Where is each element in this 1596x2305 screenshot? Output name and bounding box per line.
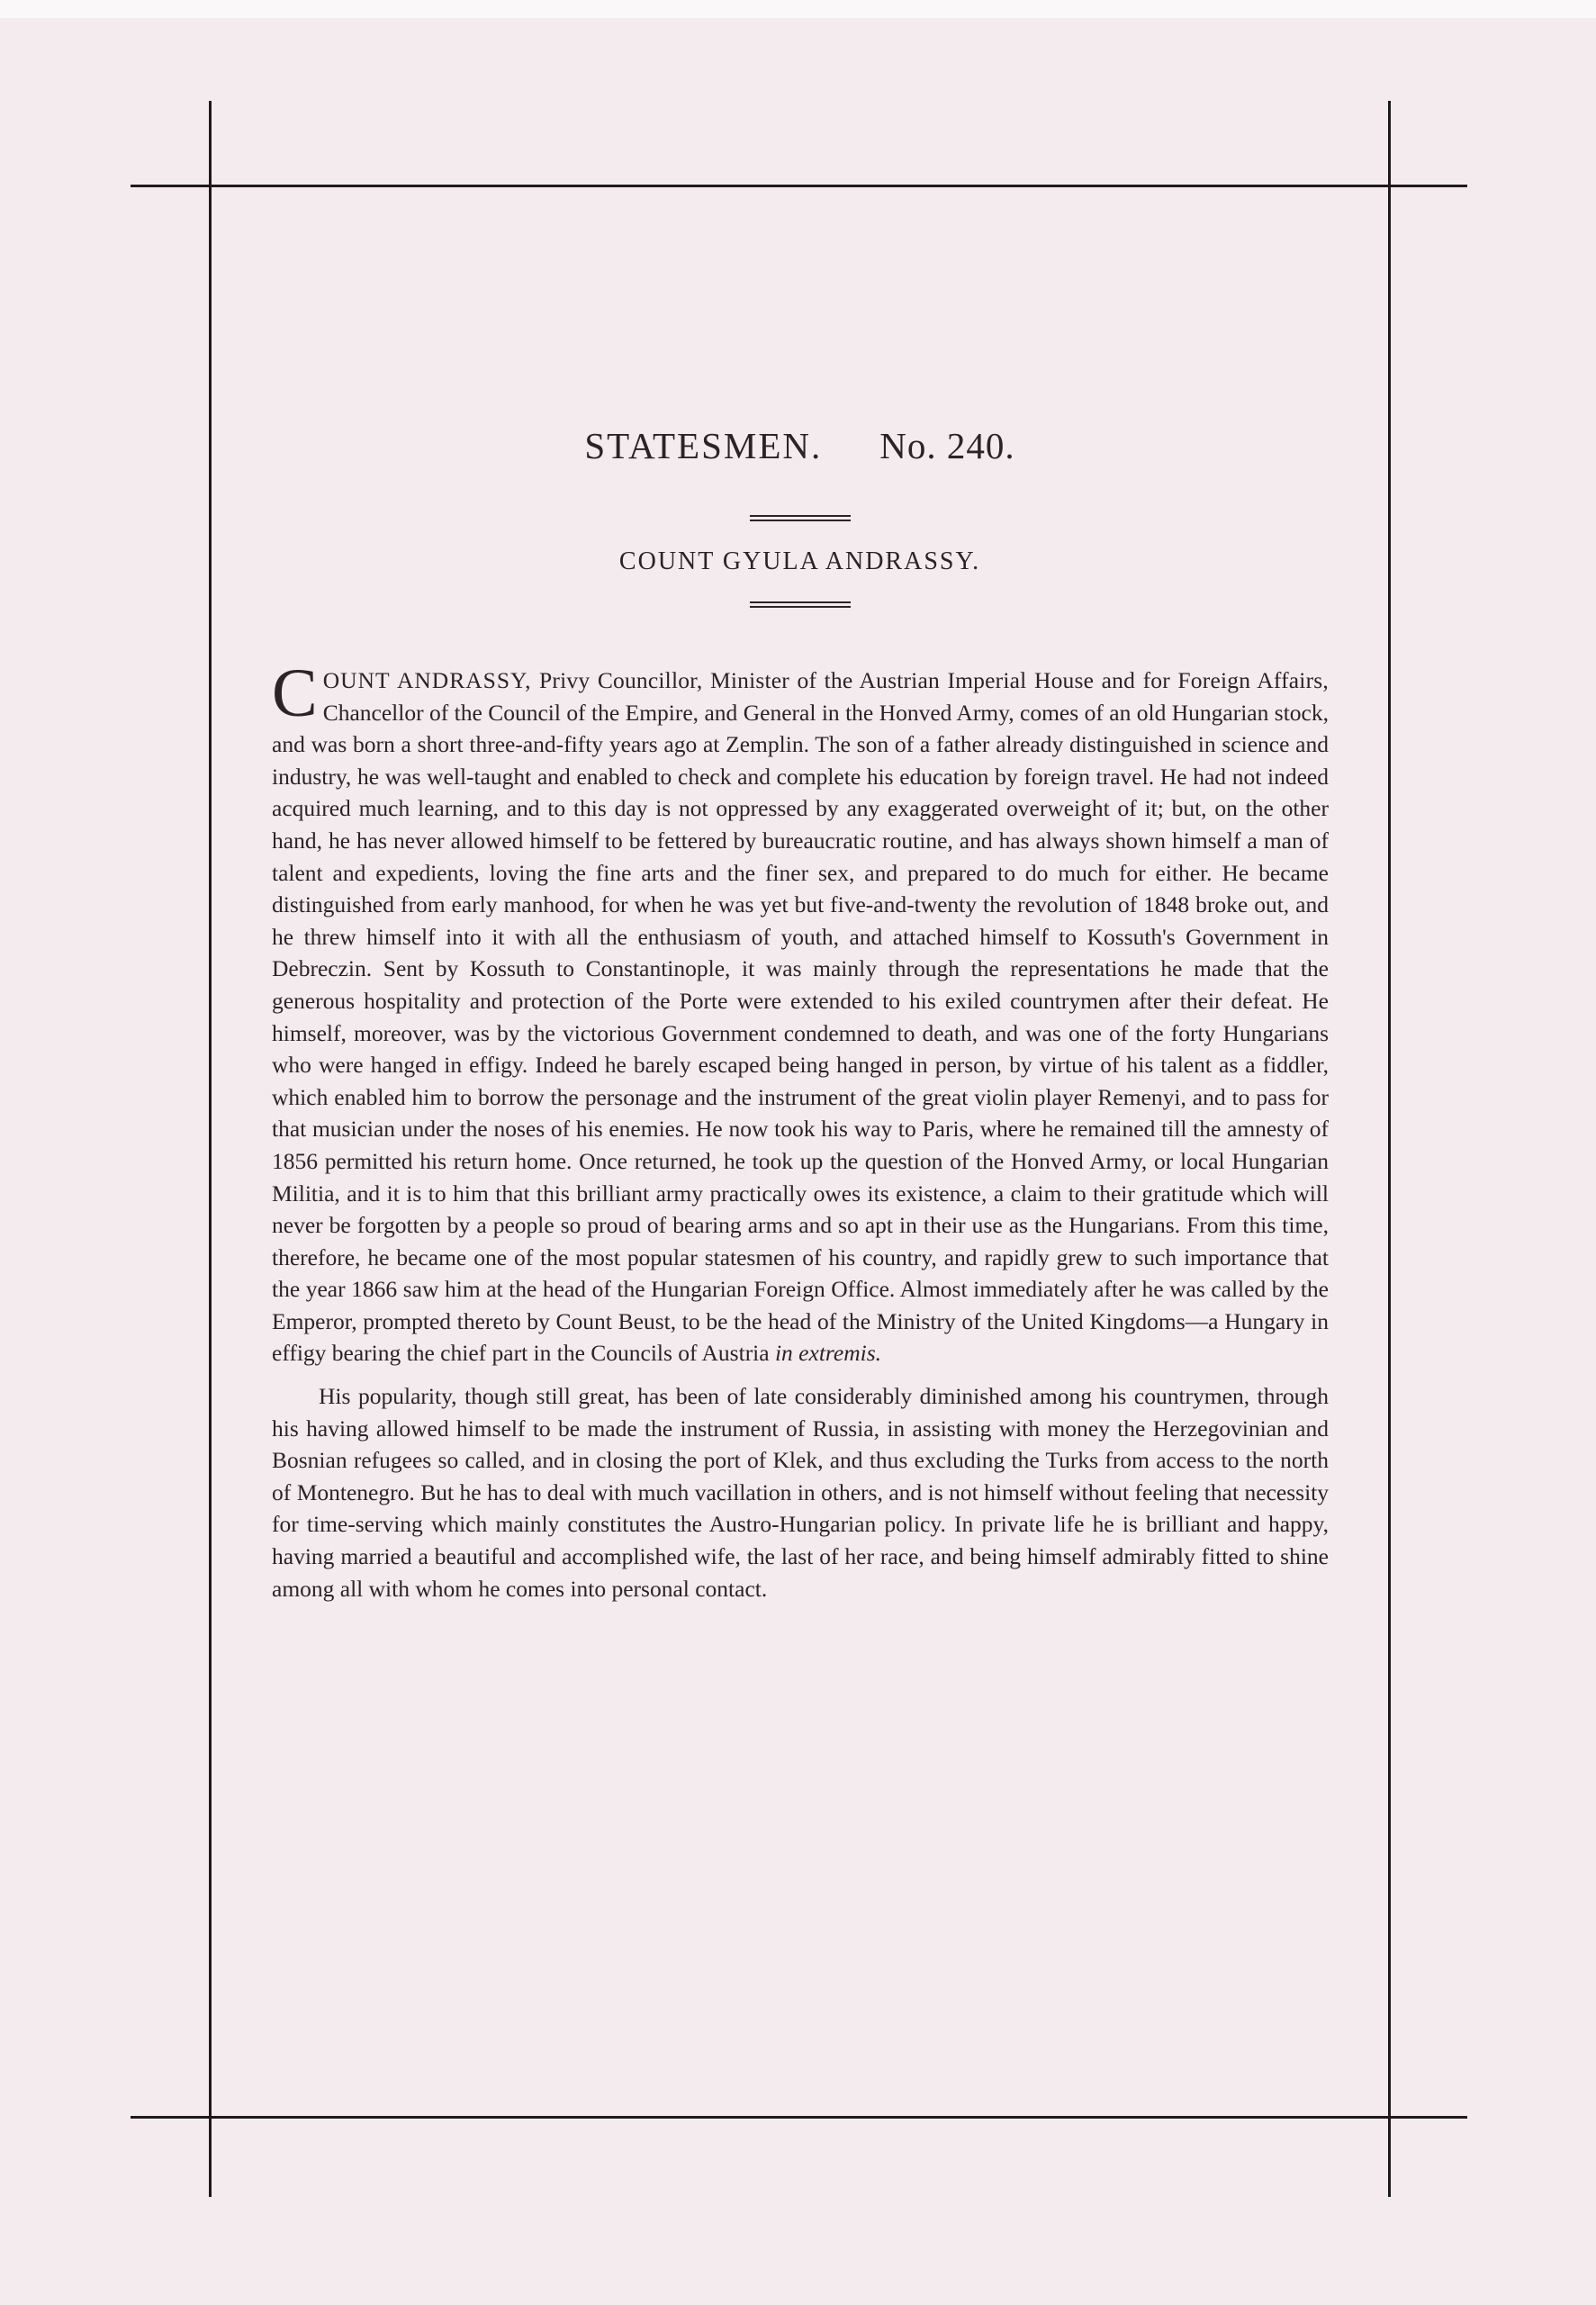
paragraph-1 (272, 655, 1329, 1369)
page-header (212, 423, 1388, 608)
double-rule-upper (750, 515, 851, 521)
scan-edge (0, 0, 1596, 18)
double-rule-lower (750, 601, 851, 608)
page-title (212, 423, 1388, 468)
bottom-border-rule (131, 2116, 1467, 2119)
series-title: STATESMEN. (584, 425, 823, 466)
article-subtitle: COUNT GYULA ANDRASSY. (618, 547, 981, 575)
left-border-rule (209, 101, 212, 2197)
top-border-rule (131, 185, 1467, 187)
article-body (272, 655, 1329, 1604)
issue-number: No. 240. (879, 425, 1015, 466)
italic-phrase: in extremis. (774, 1340, 881, 1367)
paragraph-1-text: Privy Councillor, Minister of the Austrian Imperial House and for Foreign Affairs, Chancellor of the Council of the Empire, and General in the Honved Army, comes of an old Hungarian stock, and was born a short three-and-fifty years ago at Zemplin. The son of a father already distinguished in science and industry, he was well-taught and enabled to check and complete his education by foreign travel. He had not indeed acquired much learning, and to this day is not oppressed by any exaggerated overweight of it; but, on the other hand, he has never allowed himself to be fettered by bureaucratic routine, and has always shown himself a man of talent and expedients, loving the fine arts and the finer sex, and prepared to do much for either. He became distinguished from early manhood, for when he was yet but five-and-twenty the revolution of 1848 broke out, and he threw himself into it with all the enthusiasm of youth, and attached himself to Kossuth's Government in Debreczin. Sent by Kossuth to Constantinople, it was mainly through the representations he made that the generous hospitality and protection of the Porte were extended to his exiled countrymen after their defeat. He himself, moreover, was by the victorious Government condemned to death, and was one of the forty Hungarians who were hanged in effigy. Indeed he barely escaped being hanged in person, by virtue of his talent as a fiddler, which enabled him to borrow the personage and the instrument of the great violin player Remenyi, and to pass for that musician under the noses of his enemies. He now took his way to Paris, where he remained till the amnesty of 1856 permitted his return home. Once returned, he took up the question of the Honved Army, or local Hungarian Militia, and it is to him that this brilliant army practically owes its existence, a claim to their gratitude which will never be forgotten by a people so proud of bearing arms and so apt in their use as the Hungarians. From this time, therefore, he became one of the most popular statesmen of his country, and rapidly grew to such importance that the year 1866 saw him at the head of the Hungarian Foreign Office. Almost immediately after he was called by the Emperor, prompted thereto by Count Beust, to be the head of the Ministry of the United Kingdoms—a Hungary in effigy bearing the chief part in the Councils of Austria (272, 667, 1329, 1367)
drop-cap: C (272, 655, 318, 731)
lead-caps: OUNT ANDRASSY, (322, 667, 532, 693)
right-border-rule (1388, 101, 1391, 2197)
paragraph-2: His popularity, though still great, has been of late considerably diminished among his countrymen, through his having allowed himself to be made the instrument of Russia, in assisting with money the Herzegovinian and Bosnian refugees so called, and in closing the port of Klek, and thus excluding the Turks from access to the north of Montenegro. But he has to deal with much vacillation in others, and is not himself without feeling that necessity for time-serving which mainly constitutes the Austro-Hungarian policy. In private life he is brilliant and happy, having married a beautiful and accomplished wife, the last of her race, and being himself admirably fitted to shine among all with whom he comes into personal contact. (272, 1383, 1329, 1602)
